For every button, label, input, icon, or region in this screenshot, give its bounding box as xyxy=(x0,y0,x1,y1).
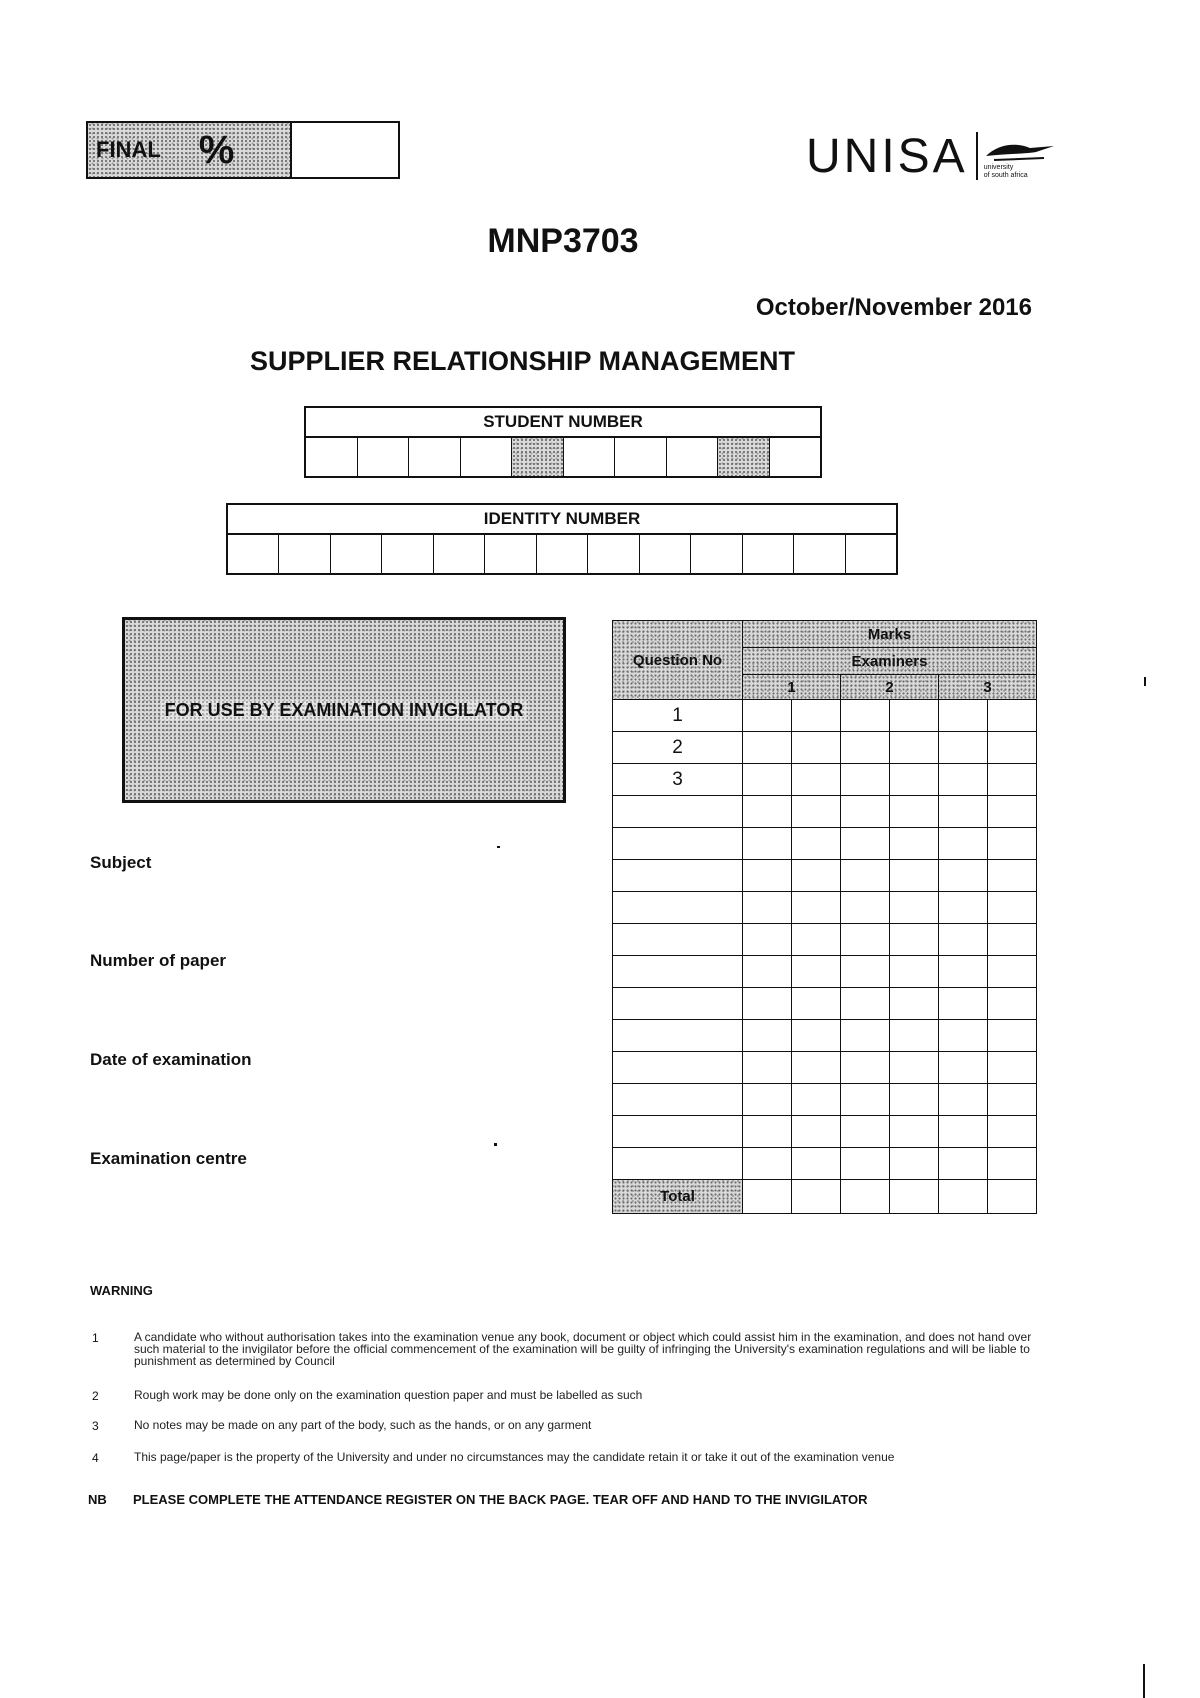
mark-cell[interactable] xyxy=(743,732,792,764)
mark-cell[interactable] xyxy=(743,1084,792,1116)
module-code: MNP3703 xyxy=(487,222,639,260)
mark-cell[interactable] xyxy=(890,796,939,828)
mark-cell[interactable] xyxy=(841,732,890,764)
student-number-cell[interactable] xyxy=(667,438,719,476)
mark-cell[interactable] xyxy=(841,700,890,732)
mark-cell[interactable] xyxy=(988,1116,1037,1148)
mark-cell[interactable] xyxy=(841,860,890,892)
scan-mark xyxy=(497,846,500,848)
question-number-cell: 2 xyxy=(613,732,743,764)
marks-row xyxy=(613,796,1037,828)
question-number-cell xyxy=(613,1052,743,1084)
student-number-cell[interactable] xyxy=(564,438,616,476)
question-number-cell xyxy=(613,988,743,1020)
marks-row xyxy=(613,1148,1037,1180)
total-mark-cell[interactable] xyxy=(841,1180,890,1214)
marks-table-body xyxy=(613,700,1037,1180)
marks-row xyxy=(613,1052,1037,1084)
mark-cell[interactable] xyxy=(890,700,939,732)
final-label: FINAL xyxy=(96,137,161,162)
mark-cell[interactable] xyxy=(792,956,841,988)
nb-text: PLEASE COMPLETE THE ATTENDANCE REGISTER ON THE BACK PAGE. TEAR OFF AND HAND TO THE INVIGILATOR xyxy=(133,1492,868,1507)
mark-cell[interactable] xyxy=(743,796,792,828)
mark-cell[interactable] xyxy=(743,1148,792,1180)
mark-cell[interactable] xyxy=(743,1020,792,1052)
mark-cell[interactable] xyxy=(841,1052,890,1084)
mark-cell[interactable] xyxy=(890,1148,939,1180)
examiner-3-header: 3 xyxy=(939,675,1037,700)
student-number-cell[interactable] xyxy=(409,438,461,476)
final-percentage-box xyxy=(86,121,400,179)
mark-cell[interactable] xyxy=(743,988,792,1020)
mark-cell[interactable] xyxy=(939,1148,988,1180)
mark-cell[interactable] xyxy=(890,956,939,988)
total-label: Total xyxy=(613,1180,743,1214)
marks-table xyxy=(612,620,1037,1214)
question-number-cell xyxy=(613,1116,743,1148)
mark-cell[interactable] xyxy=(988,988,1037,1020)
invigilator-box xyxy=(122,617,566,803)
identity-number-cell[interactable] xyxy=(537,535,588,573)
marks-row xyxy=(613,892,1037,924)
number-of-paper-label: Number of paper xyxy=(90,951,227,970)
mark-cell[interactable] xyxy=(841,956,890,988)
logo-subtext-1: university xyxy=(983,164,1014,171)
warning-heading: WARNING xyxy=(90,1283,153,1298)
marks-row xyxy=(613,1084,1037,1116)
mark-cell[interactable] xyxy=(939,1052,988,1084)
mark-cell[interactable] xyxy=(988,892,1037,924)
logo-wordmark: UNISA xyxy=(806,129,968,183)
mark-cell[interactable] xyxy=(988,1148,1037,1180)
mark-cell[interactable] xyxy=(792,700,841,732)
mark-cell[interactable] xyxy=(743,700,792,732)
mark-cell[interactable] xyxy=(939,1020,988,1052)
mark-cell[interactable] xyxy=(939,732,988,764)
mark-cell[interactable] xyxy=(988,1084,1037,1116)
mark-cell[interactable] xyxy=(890,732,939,764)
identity-number-cell[interactable] xyxy=(434,535,485,573)
identity-number-cell[interactable] xyxy=(331,535,382,573)
logo-subtext-2: of south africa xyxy=(983,172,1028,179)
identity-number-grid xyxy=(226,503,898,575)
marks-row xyxy=(613,828,1037,860)
date-of-examination-label: Date of examination xyxy=(90,1050,252,1069)
examiners-header: Examiners xyxy=(743,648,1037,675)
examiner-1-header: 1 xyxy=(743,675,841,700)
marks-row xyxy=(613,732,1037,764)
mark-cell[interactable] xyxy=(890,764,939,796)
mark-cell[interactable] xyxy=(890,1084,939,1116)
question-number-cell xyxy=(613,828,743,860)
mark-cell[interactable] xyxy=(939,988,988,1020)
student-number-cell[interactable] xyxy=(770,438,821,476)
mark-cell[interactable] xyxy=(988,764,1037,796)
scan-mark xyxy=(1143,1664,1145,1698)
mark-cell[interactable] xyxy=(792,1084,841,1116)
logo-divider xyxy=(976,132,978,180)
marks-row xyxy=(613,700,1037,732)
student-number-cell[interactable] xyxy=(461,438,513,476)
student-number-cell[interactable] xyxy=(306,438,358,476)
mark-cell[interactable] xyxy=(988,924,1037,956)
final-label-area xyxy=(88,123,292,177)
student-number-grid xyxy=(304,406,822,478)
logo-emblem xyxy=(984,132,1056,180)
mark-cell[interactable] xyxy=(939,924,988,956)
mark-cell[interactable] xyxy=(792,1116,841,1148)
mark-cell[interactable] xyxy=(890,1020,939,1052)
mark-cell[interactable] xyxy=(988,732,1037,764)
identity-number-cell[interactable] xyxy=(279,535,330,573)
warning-item-text: No notes may be made on any part of the body, such as the hands, or on any garment xyxy=(134,1418,592,1432)
marks-row xyxy=(613,1020,1037,1052)
mark-cell[interactable] xyxy=(743,1052,792,1084)
student-number-cell[interactable] xyxy=(615,438,667,476)
mark-cell[interactable] xyxy=(743,860,792,892)
question-number-cell xyxy=(613,1084,743,1116)
question-number-cell xyxy=(613,924,743,956)
question-number-cell xyxy=(613,1020,743,1052)
mark-cell[interactable] xyxy=(988,1052,1037,1084)
mark-cell[interactable] xyxy=(988,956,1037,988)
identity-number-cell[interactable] xyxy=(846,535,896,573)
marks-row xyxy=(613,956,1037,988)
mark-cell[interactable] xyxy=(743,764,792,796)
identity-number-cell[interactable] xyxy=(794,535,845,573)
mark-cell[interactable] xyxy=(743,892,792,924)
mark-cell[interactable] xyxy=(988,796,1037,828)
mark-cell[interactable] xyxy=(841,764,890,796)
question-number-cell xyxy=(613,860,743,892)
mark-cell[interactable] xyxy=(792,1020,841,1052)
mark-cell[interactable] xyxy=(939,956,988,988)
mark-cell[interactable] xyxy=(939,1084,988,1116)
examination-centre-label: Examination centre xyxy=(90,1149,247,1168)
mark-cell[interactable] xyxy=(988,1020,1037,1052)
mark-cell[interactable] xyxy=(792,1052,841,1084)
mark-cell[interactable] xyxy=(743,924,792,956)
warning-item-number: 4 xyxy=(92,1451,99,1465)
mark-cell[interactable] xyxy=(841,1020,890,1052)
mark-cell[interactable] xyxy=(988,860,1037,892)
marks-row xyxy=(613,924,1037,956)
marks-row xyxy=(613,860,1037,892)
unisa-logo xyxy=(806,126,1056,186)
marks-header: Marks xyxy=(743,621,1037,648)
question-number-cell xyxy=(613,796,743,828)
mark-cell[interactable] xyxy=(890,1116,939,1148)
exam-session: October/November 2016 xyxy=(755,294,1032,321)
mark-cell[interactable] xyxy=(841,828,890,860)
mark-cell[interactable] xyxy=(890,988,939,1020)
percent-sign: % xyxy=(198,127,235,172)
mark-cell[interactable] xyxy=(841,892,890,924)
mark-cell[interactable] xyxy=(743,1116,792,1148)
question-number-cell xyxy=(613,1148,743,1180)
student-number-cell-shaded xyxy=(512,438,564,476)
student-number-label: STUDENT NUMBER xyxy=(306,408,820,438)
total-mark-cell[interactable] xyxy=(743,1180,792,1214)
question-number-cell: 1 xyxy=(613,700,743,732)
mark-cell[interactable] xyxy=(841,988,890,1020)
mark-cell[interactable] xyxy=(939,892,988,924)
scan-mark xyxy=(494,1143,497,1146)
mark-cell[interactable] xyxy=(890,828,939,860)
identity-number-cell[interactable] xyxy=(588,535,639,573)
mark-cell[interactable] xyxy=(841,1116,890,1148)
identity-number-cell[interactable] xyxy=(743,535,794,573)
total-mark-cell[interactable] xyxy=(988,1180,1037,1214)
warning-item-number: 1 xyxy=(92,1331,99,1345)
mark-cell[interactable] xyxy=(939,700,988,732)
mark-cell[interactable] xyxy=(743,828,792,860)
identity-number-cell[interactable] xyxy=(228,535,279,573)
mark-cell[interactable] xyxy=(792,764,841,796)
question-number-cell xyxy=(613,892,743,924)
mark-cell[interactable] xyxy=(841,796,890,828)
nb-label: NB xyxy=(88,1492,107,1507)
total-mark-cell[interactable] xyxy=(890,1180,939,1214)
exam-title: SUPPLIER RELATIONSHIP MANAGEMENT xyxy=(249,346,796,376)
marks-row xyxy=(613,988,1037,1020)
warning-item-number: 2 xyxy=(92,1389,99,1403)
invigilator-label: FOR USE BY EXAMINATION INVIGILATOR xyxy=(161,700,528,721)
mark-cell[interactable] xyxy=(841,1148,890,1180)
mark-cell[interactable] xyxy=(792,988,841,1020)
warning-item-text: Rough work may be done only on the examination question paper and must be labelled as such xyxy=(134,1388,643,1402)
student-number-cell[interactable] xyxy=(358,438,410,476)
total-mark-cell[interactable] xyxy=(792,1180,841,1214)
marks-row xyxy=(613,764,1037,796)
mark-cell[interactable] xyxy=(988,700,1037,732)
mark-cell[interactable] xyxy=(841,1084,890,1116)
identity-number-cell[interactable] xyxy=(640,535,691,573)
mark-cell[interactable] xyxy=(743,956,792,988)
mark-cell[interactable] xyxy=(792,924,841,956)
identity-number-cell[interactable] xyxy=(485,535,536,573)
mark-cell[interactable] xyxy=(792,732,841,764)
identity-number-cell[interactable] xyxy=(691,535,742,573)
identity-number-label: IDENTITY NUMBER xyxy=(228,505,896,535)
warning-item-number: 3 xyxy=(92,1419,99,1433)
subject-label: Subject xyxy=(90,853,152,872)
mark-cell[interactable] xyxy=(792,828,841,860)
question-number-cell: 3 xyxy=(613,764,743,796)
examiner-2-header: 2 xyxy=(841,675,939,700)
marks-row xyxy=(613,1116,1037,1148)
mark-cell[interactable] xyxy=(939,796,988,828)
mark-cell[interactable] xyxy=(841,924,890,956)
mark-cell[interactable] xyxy=(939,860,988,892)
final-percentage-field[interactable] xyxy=(292,123,398,177)
mark-cell[interactable] xyxy=(792,1148,841,1180)
mark-cell[interactable] xyxy=(939,764,988,796)
mark-cell[interactable] xyxy=(890,892,939,924)
mark-cell[interactable] xyxy=(939,1116,988,1148)
mark-cell[interactable] xyxy=(890,860,939,892)
warning-item-text: A candidate who without authorisation takes into the examination venue any book, document or object which could assist him in the examination, and does not hand over such material to the invigilator before the official commencement of the examination will be guilty of infringing the University's examination regulations and will be liable to punishment as determined by Council xyxy=(134,1330,1032,1368)
identity-number-cell[interactable] xyxy=(382,535,433,573)
mark-cell[interactable] xyxy=(792,796,841,828)
question-number-cell xyxy=(613,956,743,988)
mark-cell[interactable] xyxy=(792,860,841,892)
mark-cell[interactable] xyxy=(988,828,1037,860)
mark-cell[interactable] xyxy=(890,924,939,956)
mark-cell[interactable] xyxy=(890,1052,939,1084)
question-no-header: Question No xyxy=(613,621,743,700)
total-mark-cell[interactable] xyxy=(939,1180,988,1214)
warning-item-text: This page/paper is the property of the University and under no circumstances may the candidate retain it or take it out of the examination venue xyxy=(134,1450,895,1464)
mark-cell[interactable] xyxy=(939,828,988,860)
scan-mark xyxy=(1144,677,1146,686)
student-number-cell-shaded xyxy=(718,438,770,476)
mark-cell[interactable] xyxy=(792,892,841,924)
bird-logo-icon xyxy=(984,140,1056,164)
